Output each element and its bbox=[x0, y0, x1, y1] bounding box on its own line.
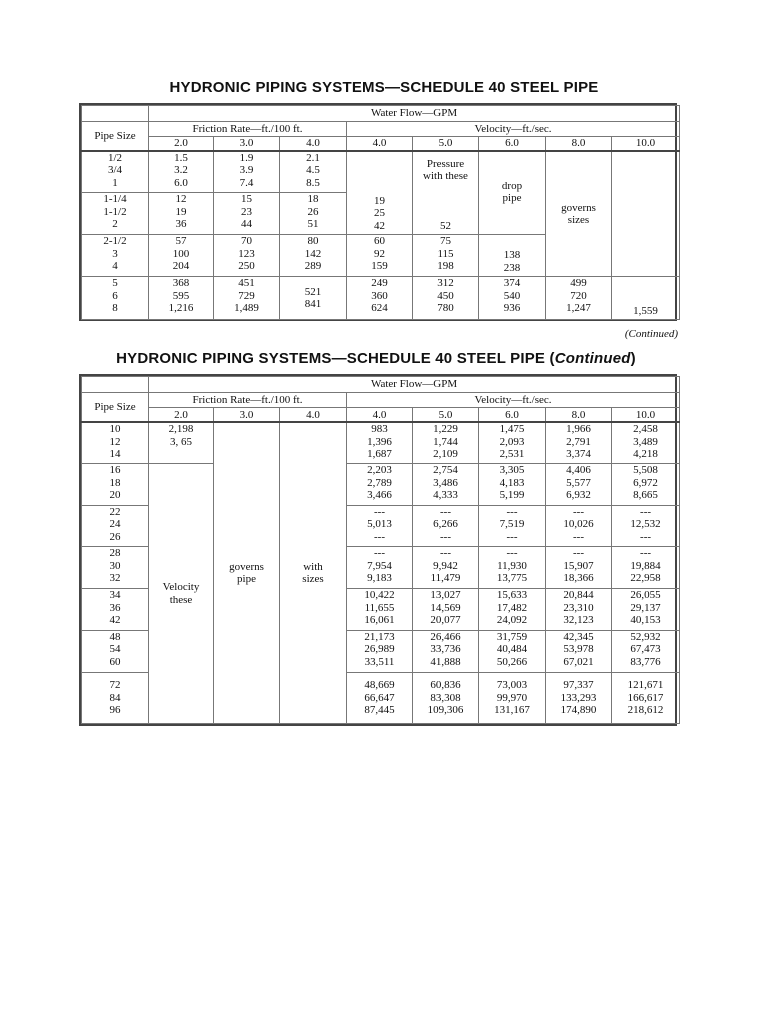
data-cell: --- 10,026 --- bbox=[546, 505, 612, 547]
table-row bbox=[82, 151, 680, 193]
data-cell: 249 360 624 bbox=[347, 277, 413, 320]
data-cell: --- 7,954 9,183 bbox=[347, 547, 413, 589]
velocity-header: Velocity—ft./sec. bbox=[347, 393, 680, 408]
data-cell: 2,754 3,486 4,333 bbox=[413, 464, 479, 506]
column-header: 8.0 bbox=[546, 137, 612, 151]
column-header: 4.0 bbox=[280, 137, 347, 151]
data-cell: 26,055 29,137 40,153 bbox=[612, 589, 680, 631]
pipe-size-cell: 22 24 26 bbox=[82, 505, 149, 547]
pipe-size-cell: 34 36 42 bbox=[82, 589, 149, 631]
data-cell: --- 12,532 --- bbox=[612, 505, 680, 547]
data-cell: 42,345 53,978 67,021 bbox=[546, 630, 612, 673]
page-title-continued: HYDRONIC PIPING SYSTEMS—SCHEDULE 40 STEEL PIPE (Continued) bbox=[116, 350, 636, 367]
data-cell: 1,475 2,093 2,531 bbox=[479, 422, 546, 464]
data-cell: 31,759 40,484 50,266 bbox=[479, 630, 546, 673]
pipe-size-cell: 48 54 60 bbox=[82, 630, 149, 673]
column-header: 6.0 bbox=[479, 408, 546, 422]
data-cell: 1,229 1,744 2,109 bbox=[413, 422, 479, 464]
pipe-size-cell: 72 84 96 bbox=[82, 673, 149, 724]
data-cell: 60 92 159 bbox=[347, 235, 413, 277]
data-cell: 75 115 198 bbox=[413, 235, 479, 277]
data-cell: 521 841 bbox=[280, 277, 347, 320]
velocity-note: Velocity bbox=[162, 581, 200, 594]
pipe-size-header: Pipe Size bbox=[82, 122, 149, 151]
drop-note: drop bbox=[501, 179, 523, 192]
pipe-table-1 bbox=[79, 103, 677, 321]
data-cell: 70 123 250 bbox=[214, 235, 280, 277]
data-cell: 1,966 2,791 3,374 bbox=[546, 422, 612, 464]
velocity-note-cell: Velocity these bbox=[149, 464, 214, 724]
data-cell: --- 6,266 --- bbox=[413, 505, 479, 547]
pipe-size-cell: 16 18 20 bbox=[82, 464, 149, 506]
data-cell: 312 450 780 bbox=[413, 277, 479, 320]
data-cell: 4,406 5,577 6,932 bbox=[546, 464, 612, 506]
pipe-size-cell: 10 12 14 bbox=[82, 422, 149, 464]
data-cell: --- 15,907 18,366 bbox=[546, 547, 612, 589]
data-cell: 80 142 289 bbox=[280, 235, 347, 277]
column-header: 2.0 bbox=[149, 408, 214, 422]
data-cell: --- 5,013 --- bbox=[347, 505, 413, 547]
drop-note-cell: drop pipe bbox=[479, 151, 546, 235]
water-flow-header: Water Flow—GPM bbox=[149, 106, 680, 122]
with-note-cell: with sizes bbox=[280, 422, 347, 723]
data-cell: --- 9,942 11,479 bbox=[413, 547, 479, 589]
data-cell: 13,027 14,569 20,077 bbox=[413, 589, 479, 631]
data-cell: 2,458 3,489 4,218 bbox=[612, 422, 680, 464]
friction-rate-header: Friction Rate—ft./100 ft. bbox=[149, 393, 347, 408]
governs-note-cell: governs sizes bbox=[546, 151, 612, 277]
page-title: HYDRONIC PIPING SYSTEMS—SCHEDULE 40 STEEL PIPE bbox=[169, 79, 599, 96]
data-cell: 60,836 83,308 109,306 bbox=[413, 673, 479, 724]
column-header: 4.0 bbox=[280, 408, 347, 422]
data-cell: 57 100 204 bbox=[149, 235, 214, 277]
data-cell: 2,203 2,789 3,466 bbox=[347, 464, 413, 506]
column-header: 3.0 bbox=[214, 408, 280, 422]
pipe-size-cell: 2-1/2 3 4 bbox=[82, 235, 149, 277]
empty-cell bbox=[612, 151, 680, 277]
pipe-size-cell: 5 6 8 bbox=[82, 277, 149, 320]
data-cell: 1,559 bbox=[612, 277, 680, 320]
data-cell: 2,198 3, 65 bbox=[149, 422, 214, 464]
data-cell: 18 26 51 bbox=[280, 193, 347, 235]
column-header: 3.0 bbox=[214, 137, 280, 151]
governs-note: governs bbox=[561, 201, 596, 214]
table-row bbox=[82, 464, 680, 506]
data-cell: 2.1 4.5 8.5 bbox=[280, 151, 347, 193]
data-cell: 983 1,396 1,687 bbox=[347, 422, 413, 464]
data-cell: 499 720 1,247 bbox=[546, 277, 612, 320]
table-row bbox=[82, 277, 680, 320]
data-cell: 10,422 11,655 16,061 bbox=[347, 589, 413, 631]
column-header: 2.0 bbox=[149, 137, 214, 151]
data-cell: 97,337 133,293 174,890 bbox=[546, 673, 612, 724]
with-note: with bbox=[303, 560, 323, 573]
data-cell: 451 729 1,489 bbox=[214, 277, 280, 320]
data-cell: 374 540 936 bbox=[479, 277, 546, 320]
data-cell: 1.9 3.9 7.4 bbox=[214, 151, 280, 193]
pressure-note: Pressure bbox=[426, 157, 465, 170]
column-header: 6.0 bbox=[479, 137, 546, 151]
pipe-size-cell: 1-1/4 1-1/2 2 bbox=[82, 193, 149, 235]
data-cell: 368 595 1,216 bbox=[149, 277, 214, 320]
pipe-size-header: Pipe Size bbox=[82, 393, 149, 422]
governs-note-cell: governs pipe bbox=[214, 422, 280, 723]
column-header: 8.0 bbox=[546, 408, 612, 422]
data-cell: --- 7,519 --- bbox=[479, 505, 546, 547]
data-cell: 5,508 6,972 8,665 bbox=[612, 464, 680, 506]
data-cell: 26,466 33,736 41,888 bbox=[413, 630, 479, 673]
data-cell: 3,305 4,183 5,199 bbox=[479, 464, 546, 506]
data-cell: 121,671 166,617 218,612 bbox=[612, 673, 680, 724]
pipe-table-2 bbox=[79, 374, 677, 726]
column-header: 4.0 bbox=[347, 137, 413, 151]
data-cell: 20,844 23,310 32,123 bbox=[546, 589, 612, 631]
continued-note: (Continued) bbox=[624, 328, 678, 340]
data-cell: 15 23 44 bbox=[214, 193, 280, 235]
column-header: 4.0 bbox=[347, 408, 413, 422]
pipe-size-cell: 28 30 32 bbox=[82, 547, 149, 589]
data-cell: 48,669 66,647 87,445 bbox=[347, 673, 413, 724]
data-cell: 19 25 42 bbox=[347, 151, 413, 235]
data-cell: 21,173 26,989 33,511 bbox=[347, 630, 413, 673]
friction-rate-header: Friction Rate—ft./100 ft. bbox=[149, 122, 347, 137]
data-cell: 15,633 17,482 24,092 bbox=[479, 589, 546, 631]
data-cell: 73,003 99,970 131,167 bbox=[479, 673, 546, 724]
table-row bbox=[82, 422, 680, 464]
governs-note: governs bbox=[229, 560, 264, 573]
column-header: 10.0 bbox=[612, 137, 680, 151]
data-cell: 12 19 36 bbox=[149, 193, 214, 235]
data-cell: 1.5 3.2 6.0 bbox=[149, 151, 214, 193]
data-cell: --- 19,884 22,958 bbox=[612, 547, 680, 589]
water-flow-header: Water Flow—GPM bbox=[149, 377, 680, 393]
column-header: 5.0 bbox=[413, 137, 479, 151]
pipe-size-cell: 1/2 3/4 1 bbox=[82, 151, 149, 193]
column-header: 10.0 bbox=[612, 408, 680, 422]
column-header: 5.0 bbox=[413, 408, 479, 422]
velocity-header: Velocity—ft./sec. bbox=[347, 122, 680, 137]
pressure-note-cell: Pressure with these 52 bbox=[413, 151, 479, 235]
data-cell: --- 11,930 13,775 bbox=[479, 547, 546, 589]
data-cell: 138 238 bbox=[479, 235, 546, 277]
data-cell: 52,932 67,473 83,776 bbox=[612, 630, 680, 673]
